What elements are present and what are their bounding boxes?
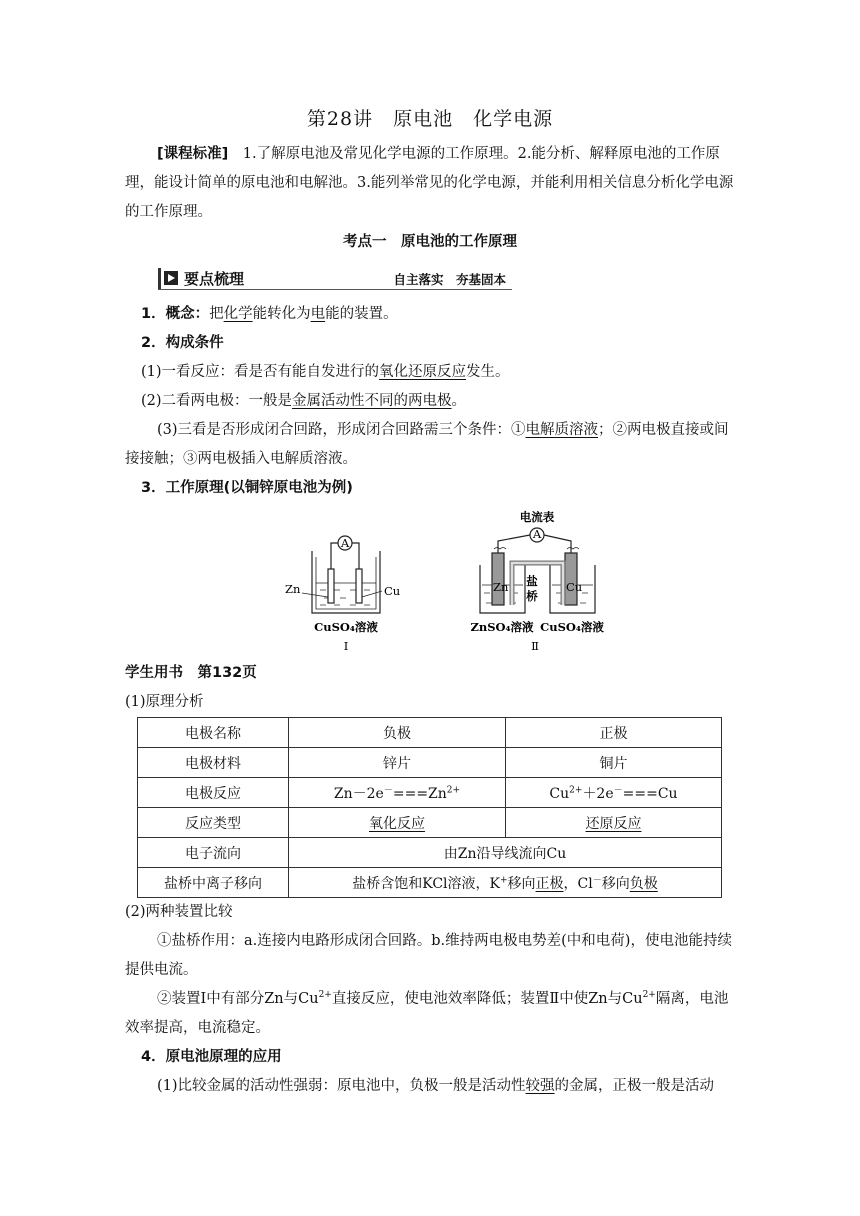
t: ②装置Ⅰ中有部分Zn与Cu [157,991,319,1007]
compare-heading: (2)两种装置比较 [125,904,233,920]
compare-2 [125,985,740,1043]
table-cell [289,808,506,838]
t: 直接反应，使电池效率降低；装置Ⅱ中使Zn与Cu [331,991,643,1007]
t: 把 [209,306,224,322]
t: ＋2e [582,785,614,802]
bridge-label-1: 盐 [526,574,538,588]
table-cell: 反应类型 [138,808,289,838]
course-standard [125,140,740,227]
t: 盐桥含饱和KCl溶液，K [352,875,500,892]
condition-1 [141,358,510,387]
key-points-banner [158,268,512,290]
t: 2+ [318,990,332,1001]
answer-blank: 正极 [535,875,564,892]
book-reference: 学生用书 第132页 [125,665,257,681]
t: 能的装置。 [325,306,398,322]
t: (1)一看反应：看是否有能自发进行的 [141,364,380,380]
banner-bar [158,268,161,289]
conditions-heading: 2．构成条件 [141,335,224,351]
t: 隔离，电池效率提高，电流稳定。 [125,991,729,1036]
t: ===Zn [392,785,447,802]
t: 。 [451,393,467,409]
t: 2+ [569,784,583,795]
t: 的金属，正极一般是活动 [554,1078,715,1094]
t: 能转化为 [252,306,311,322]
table-cell: 由Zn沿导线流向Cu [289,838,722,868]
table-cell: 电极名称 [138,718,289,748]
answer-blank: 化学 [223,306,253,322]
banner-title: 要点梳理 [184,270,245,288]
cell-two-number: Ⅱ [531,639,539,653]
banner-subtitle: 自主落实 夯基固本 [393,272,506,287]
bridge-label-2: 桥 [526,589,538,603]
table-cell: 盐桥中离子移向 [138,868,289,898]
zn-label-one: Zn [285,582,301,596]
table-cell [289,778,506,808]
table-cell: 铜片 [506,748,722,778]
t: 发生。 [466,364,510,380]
t: 移向 [601,875,630,892]
application-heading: 4．原电池原理的应用 [141,1049,282,1065]
table-cell: 电子流向 [138,838,289,868]
ammeter-label: 电流表 [519,510,555,524]
table-cell: 正极 [506,718,722,748]
t: － [592,874,602,885]
t: ，Cl [563,875,593,892]
principle-table [137,717,722,898]
table-cell: 电极反应 [138,778,289,808]
solution-label-zn: ZnSO₄溶液 [470,620,534,634]
standard-text: 1.了解原电池及常见化学电源的工作原理。2.能分析、解释原电池的工作原理，能设计简单的原电池和电解池。3.能列举常见的化学电源，并能利用相关信息分析化学电源的工作原理。 [125,146,734,220]
t: Cu [549,785,570,802]
cu-label-two: Cu [566,580,583,594]
cell-one-number: Ⅰ [343,639,349,653]
standard-label: [课程标准] [157,146,229,162]
t: Zn－2e [333,785,384,802]
condition-2 [141,387,466,416]
t: (2)二看两电极：一般是 [141,393,293,409]
table-row [138,778,722,808]
t: 移向 [507,875,536,892]
table-row [138,808,722,838]
zn-label-two: Zn [493,580,509,594]
answer-blank: 电解质溶液 [525,422,599,438]
galvanic-cell-figure [280,505,610,655]
concept-head: 1．概念： [141,306,210,322]
table-row [138,748,722,778]
section-heading: 考点一 原电池的工作原理 [343,234,517,250]
t: (3)三看是否形成闭合回路，形成闭合回路需三个条件：① [157,422,526,438]
answer-blank: 还原反应 [585,815,642,832]
solution-label-one: CuSO₄溶液 [314,620,378,634]
table-row [138,868,722,898]
t: 2+ [446,784,461,795]
table-cell: 电极材料 [138,748,289,778]
application-1 [125,1072,740,1101]
lesson-title: 第28讲 原电池 化学电源 [306,108,554,130]
answer-blank: 负极 [629,875,658,892]
answer-blank: 较强 [525,1078,555,1094]
t: ===Cu [622,785,678,802]
concept-line [141,300,398,329]
t: 2+ [642,990,656,1001]
t: + [499,874,508,885]
table-row [138,838,722,868]
table-row [138,718,722,748]
table-cell [506,808,722,838]
condition-3 [125,416,740,474]
play-icon [164,271,178,285]
t: － [383,784,393,795]
analysis-heading: (1)原理分析 [125,694,204,710]
answer-blank: 电 [310,306,326,322]
solution-label-cu: CuSO₄溶液 [540,620,604,634]
table-cell: 锌片 [289,748,506,778]
answer-blank: 氧化反应 [369,815,425,832]
t: (1)比较金属的活动性强弱：原电池中，负极一般是活动性 [157,1078,526,1094]
compare-1: ①盐桥作用：a.连接内电路形成闭合回路。b.维持两电极电势差(中和电荷)，使电池能持续提供电流。 [125,933,732,978]
table-cell [289,868,722,898]
principle-heading: 3．工作原理(以铜锌原电池为例) [141,480,353,496]
cu-label-one: Cu [384,584,401,598]
t: － [613,784,623,795]
t: ；②两电极直接或间接接触；③两电极插入电解质溶液。 [125,422,729,467]
answer-blank: 金属活动性不同的两电极 [292,393,452,409]
ammeter-a-one: A [340,536,350,550]
answer-blank: 氧化还原反应 [379,364,467,380]
table-cell [506,778,722,808]
table-cell: 负极 [289,718,506,748]
ammeter-a-two: A [532,527,542,541]
